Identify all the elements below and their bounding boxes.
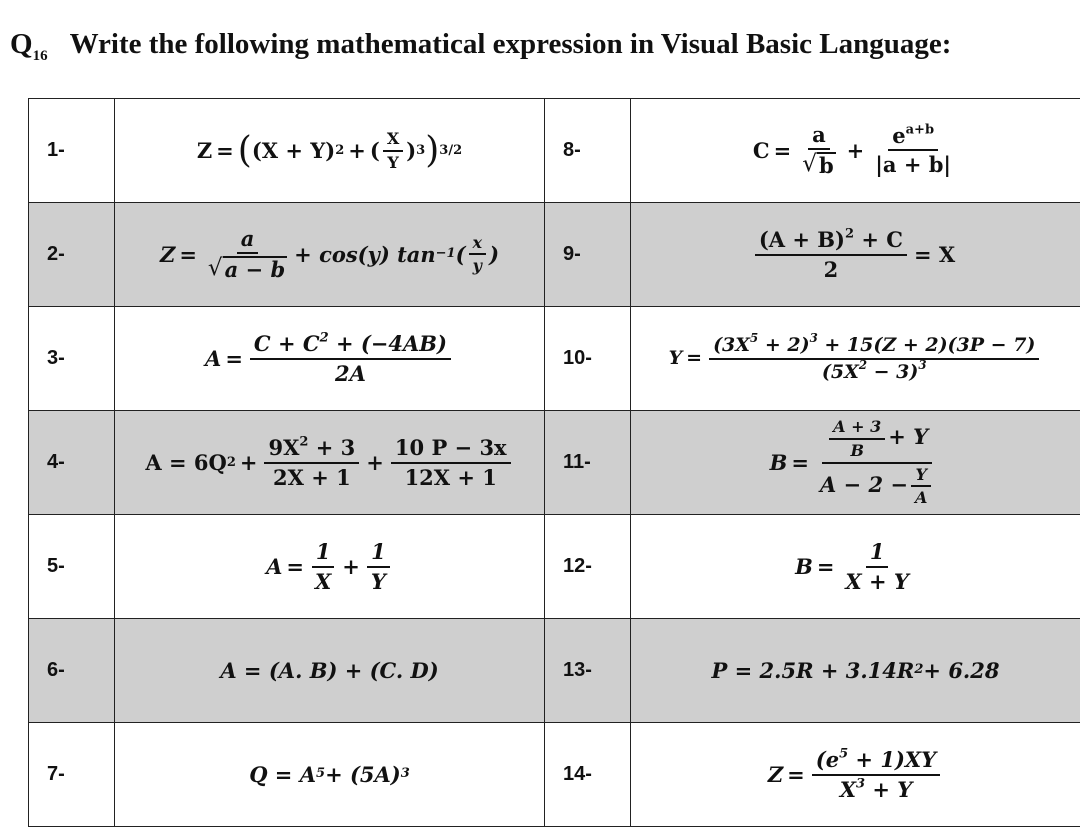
item-number: 6- (29, 619, 115, 723)
table-row (29, 203, 1080, 307)
expression-3: A = $\frac{C + C^2 + (-4AB)}{2A}$ (115, 307, 545, 411)
expression-10: Y = $\frac{(3X^5 + 2)^3 + 15(Z + 2)(3P - 7)}{(5X^2 - 3)^3}$ (631, 307, 1080, 411)
item-number: 10- (545, 307, 631, 411)
item-number: 11- (545, 411, 631, 515)
expression-8: C = a √ b + $\frac{e^{a+b}}{|a + b|}$ (631, 99, 1080, 203)
expression-6: A = (A. B) + (C. D) (115, 619, 545, 723)
expression-4: A = 6Q 2 + $\frac{9X^2 + 3}{2X + 1}$ + $\frac{10 P - 3x}{12X + 1}$ (115, 411, 545, 515)
item-number: 2- (29, 203, 115, 307)
expression-11: B = $\frac{A + 3}{B}$ + Y A − 2 − $\frac{Y}{A}$ (631, 411, 1080, 515)
table-row (29, 411, 1080, 515)
expressions-table (28, 98, 1080, 827)
expression-5: A = $\frac{1}{X}$ + $\frac{1}{Y}$ (115, 515, 545, 619)
item-number: 3- (29, 307, 115, 411)
item-number: 7- (29, 723, 115, 827)
item-number: 14- (545, 723, 631, 827)
expression-9: $\frac{(A + B)^2 + C}{2}$ = X (631, 203, 1080, 307)
table-row (29, 723, 1080, 827)
expression-2: Z = a √ a − b + cos(y) tan −1 ( $\frac{x}{y}$ ) (115, 203, 545, 307)
item-number: 12- (545, 515, 631, 619)
table-row (29, 307, 1080, 411)
question-text: Write the following mathematical expression in Visual Basic Language: (70, 28, 952, 60)
item-number: 8- (545, 99, 631, 203)
expression-7: Q = A 5 + (5A) 3 (115, 723, 545, 827)
item-number: 5- (29, 515, 115, 619)
expression-14: Z = $\frac{(e^5 + 1)XY}{X^3 + Y}$ (631, 723, 1080, 827)
item-number: 1- (29, 99, 115, 203)
item-number: 13- (545, 619, 631, 723)
expression-1: Z = ( (X + Y) 2 + ( $\frac{X}{Y}$ ) 3 ) 3/2 (115, 99, 545, 203)
item-number: 4- (29, 411, 115, 515)
question-heading (10, 28, 951, 65)
table-row (29, 619, 1080, 723)
expression-12: B = $\frac{1}{X + Y}$ (631, 515, 1080, 619)
table-row (29, 515, 1080, 619)
item-number: 9- (545, 203, 631, 307)
table-row (29, 99, 1080, 203)
expression-13: P = 2.5R + 3.14R 2 + 6.28 (631, 619, 1080, 723)
question-number: $Q_{16}$ (10, 28, 48, 60)
